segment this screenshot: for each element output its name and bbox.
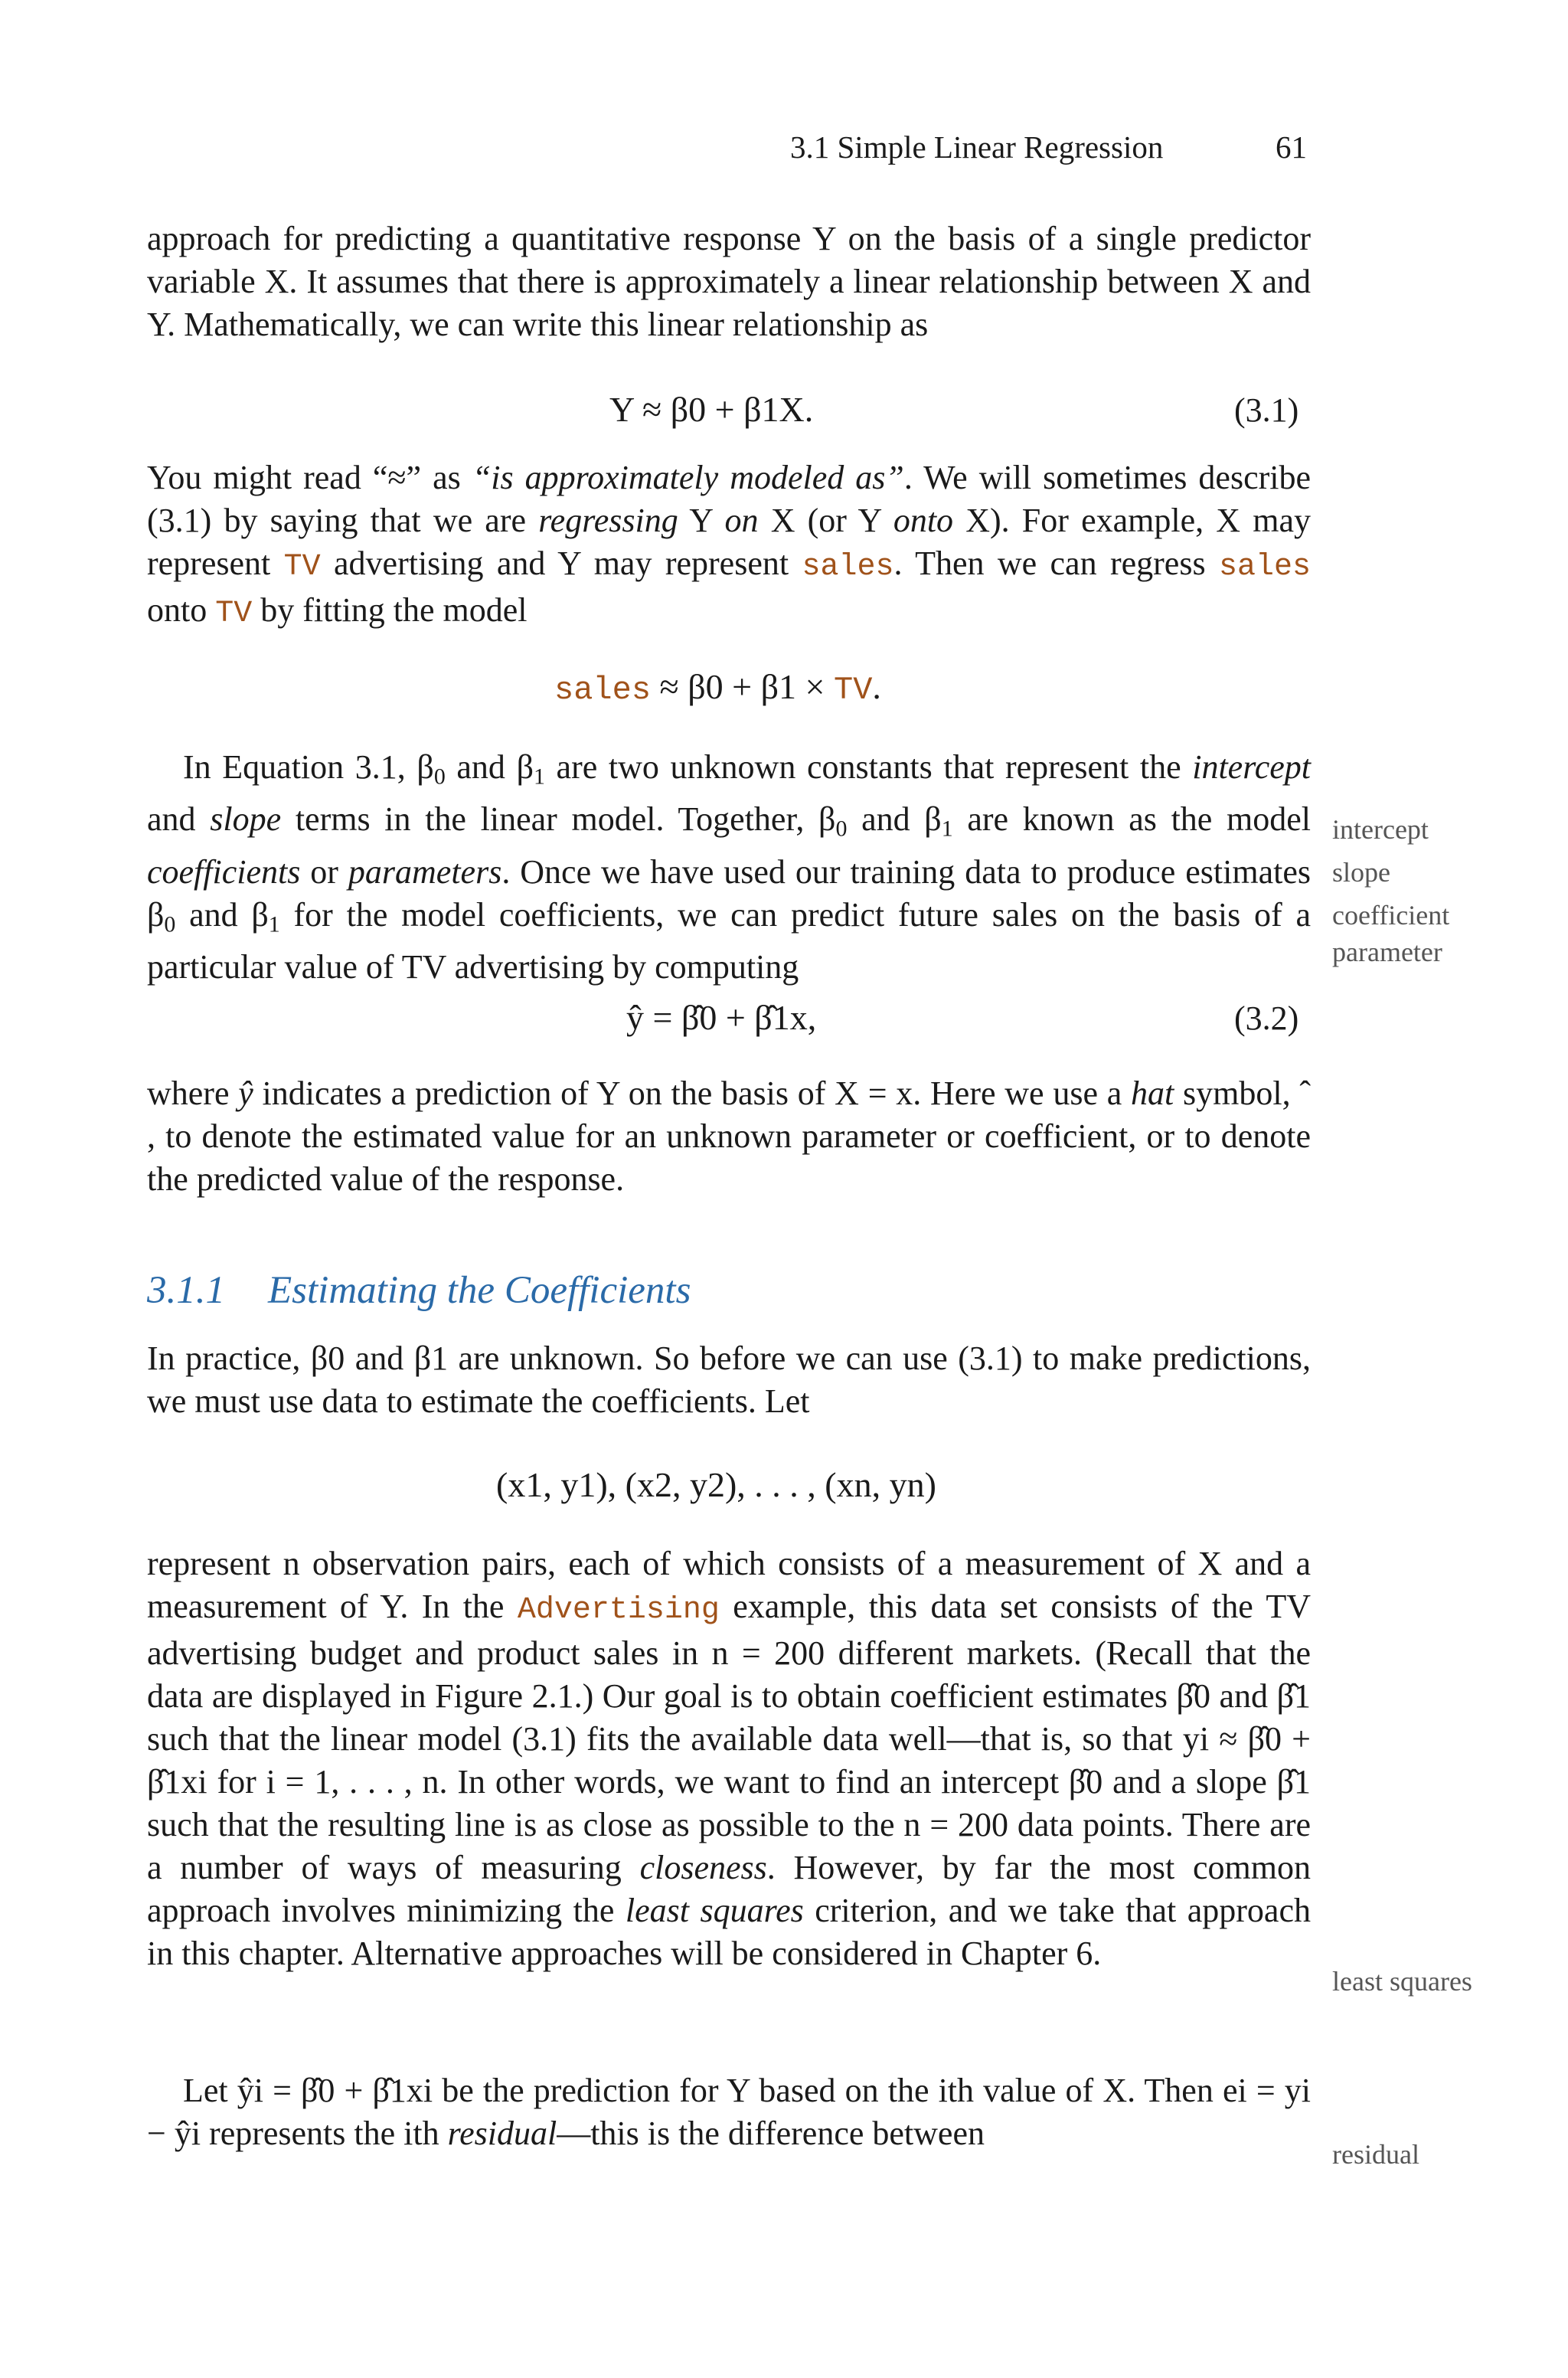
text: symbol, ˆ , to denote the estimated value for an unknown parameter or coefficient, or to denote the predicted value of the response. bbox=[147, 1075, 1311, 1198]
margin-note-coefficient: coefficient bbox=[1332, 900, 1450, 931]
text: Let ŷi = β̂0 + β̂1xi be the prediction for Y based on the ith value of X. Then ei = yi − ŷi represents the ith bbox=[147, 2072, 1311, 2152]
text: Y bbox=[678, 502, 725, 539]
code-sales: sales bbox=[1218, 550, 1311, 584]
emphasis-onto: onto bbox=[893, 502, 954, 539]
text: are known as the model bbox=[952, 800, 1312, 839]
code-tv: TV bbox=[215, 597, 253, 631]
running-header: 3.1 Simple Linear Regression bbox=[790, 129, 1164, 165]
equation-number-3-2: (3.2) bbox=[1234, 999, 1299, 1037]
text: onto bbox=[147, 591, 216, 629]
emphasis-coefficients: coefficients bbox=[147, 852, 301, 891]
text: and bbox=[147, 800, 211, 839]
margin-note-least-squares: least squares bbox=[1332, 1966, 1472, 1997]
text: or bbox=[300, 852, 348, 891]
text: criterion, and we take that approach in this chapter. Alternative approaches will be considered in Chapter 6. bbox=[147, 1892, 1311, 1972]
text: and β bbox=[175, 895, 269, 934]
code-sales: sales bbox=[554, 672, 652, 708]
emphasis-residual: residual bbox=[447, 2115, 557, 2152]
text: indicates a prediction of Y on the basis of X = x. Here we use a bbox=[253, 1075, 1132, 1112]
paragraph-hat: where ŷ indicates a prediction of Y on the basis of X = x. Here we use a hat symbol, ˆ , to denote the estimated value for an unknown parameter or coefficient, or to denote the predicted value of the response. bbox=[147, 1075, 1311, 1198]
equation-sales-model bbox=[554, 666, 881, 708]
section-number: 3.1.1 bbox=[147, 1269, 225, 1312]
code-sales: sales bbox=[802, 550, 894, 584]
section-heading bbox=[147, 1268, 691, 1313]
emphasis: “is approximately modeled as” bbox=[472, 459, 904, 496]
section-title: Estimating the Coefficients bbox=[268, 1269, 691, 1312]
equation-number-3-1: (3.1) bbox=[1234, 391, 1299, 429]
paragraph-intro: approach for predicting a quantitative response Y on the basis of a single predictor variable X. It assumes that there is approximately a linear relationship between X and Y. Mathematically, we can write this linear relationship as bbox=[147, 220, 1311, 343]
text: and β bbox=[445, 748, 534, 786]
equation-3-2: ŷ = β̂0 + β̂1x, bbox=[626, 998, 817, 1037]
paragraph-coefficients: In Equation 3.1, $\beta_0$ and $\beta_1$ are two unknown constants that represent the intercept and slope terms in the linear model. Together, $\beta_0$ and $\beta_1$ are known as the model coefficients or parameters. Once we have used our training data to produce estimates $\beta_0$ and $\beta_1$ for the model coefficients, we can predict future sales on the basis of a particular value of TV advertising by computing bbox=[147, 748, 1312, 986]
code-tv: TV bbox=[833, 672, 873, 708]
code-advertising: Advertising bbox=[517, 1593, 720, 1627]
text: . Once we have used our training data to produce estimates β bbox=[147, 852, 1312, 934]
margin-note-slope: slope bbox=[1332, 857, 1390, 888]
text: and β bbox=[847, 800, 942, 839]
page-number: 61 bbox=[1276, 129, 1307, 165]
equation-3-1: Y ≈ β0 + β1X. bbox=[609, 390, 814, 429]
paragraph-observations bbox=[147, 1542, 1311, 1975]
equation-end: . bbox=[872, 667, 881, 706]
text: You might read “≈” as bbox=[147, 459, 472, 496]
text: —this is the difference between bbox=[557, 2115, 985, 2152]
text: X (or Y bbox=[758, 502, 893, 539]
emphasis-closeness: closeness bbox=[639, 1849, 767, 1886]
paragraph-approx bbox=[147, 456, 1311, 636]
emphasis-on: on bbox=[724, 502, 759, 539]
emphasis-intercept: intercept bbox=[1192, 748, 1311, 786]
text: example, this data set consists of the TV advertising budget and product sales in n = 200 different markets. (Recall that the data are displayed in Figure 2.1.) Our goal is to obtain coefficient estimates β̂0 and β̂1 such that the linear model (3.1) fits the available data well—that is, so that yi ≈ β̂0 + β̂1xi for i = 1, . . . , n. In other words, we want to find an intercept β̂0 and a slope β̂1 such that the resulting line is as close as possible to the n = 200 data points. There are a number of ways of measuring bbox=[147, 1588, 1311, 1886]
emphasis-parameters: parameters bbox=[348, 852, 502, 891]
text: advertising and Y may represent bbox=[320, 545, 802, 582]
text: In Equation 3.1, β bbox=[183, 748, 434, 786]
text: are two unknown constants that represent the bbox=[544, 748, 1193, 786]
emphasis-least-squares: least squares bbox=[625, 1892, 804, 1929]
margin-note-residual: residual bbox=[1332, 2139, 1419, 2170]
margin-note-intercept: intercept bbox=[1332, 814, 1429, 845]
text: terms in the linear model. Together, β bbox=[281, 800, 836, 839]
text: . We will sometimes describe (3.1) by saying that we are bbox=[147, 459, 1312, 539]
margin-note-parameter: parameter bbox=[1332, 937, 1442, 967]
text: X). For example, X may represent bbox=[147, 502, 1311, 582]
paragraph-residual bbox=[147, 2069, 1311, 2155]
paragraph-in-practice: In practice, β0 and β1 are unknown. So before we can use (3.1) to make predictions, we must use data to estimate the coefficients. Let bbox=[147, 1339, 1311, 1420]
emphasis-hat: hat bbox=[1131, 1075, 1174, 1112]
emphasis-regressing: regressing bbox=[538, 502, 678, 539]
text: where bbox=[147, 1075, 239, 1112]
text: . Then we can regress bbox=[893, 545, 1219, 582]
text: by fitting the model bbox=[252, 591, 528, 629]
text: for the model coefficients, we can predict future sales on the basis of a particular value of TV advertising by computing bbox=[147, 895, 1311, 986]
text: . However, by far the most common approach involves minimizing the bbox=[147, 1849, 1311, 1929]
code-tv: TV bbox=[283, 550, 321, 584]
text: represent n observation pairs, each of which consists of a measurement of X and a measurement of Y. In the bbox=[147, 1545, 1311, 1625]
equation-observation-pairs: (x1, y1), (x2, y2), . . . , (xn, yn) bbox=[496, 1465, 936, 1504]
equation-body: ≈ β0 + β1 × bbox=[651, 667, 834, 706]
emphasis-slope: slope bbox=[210, 800, 282, 839]
